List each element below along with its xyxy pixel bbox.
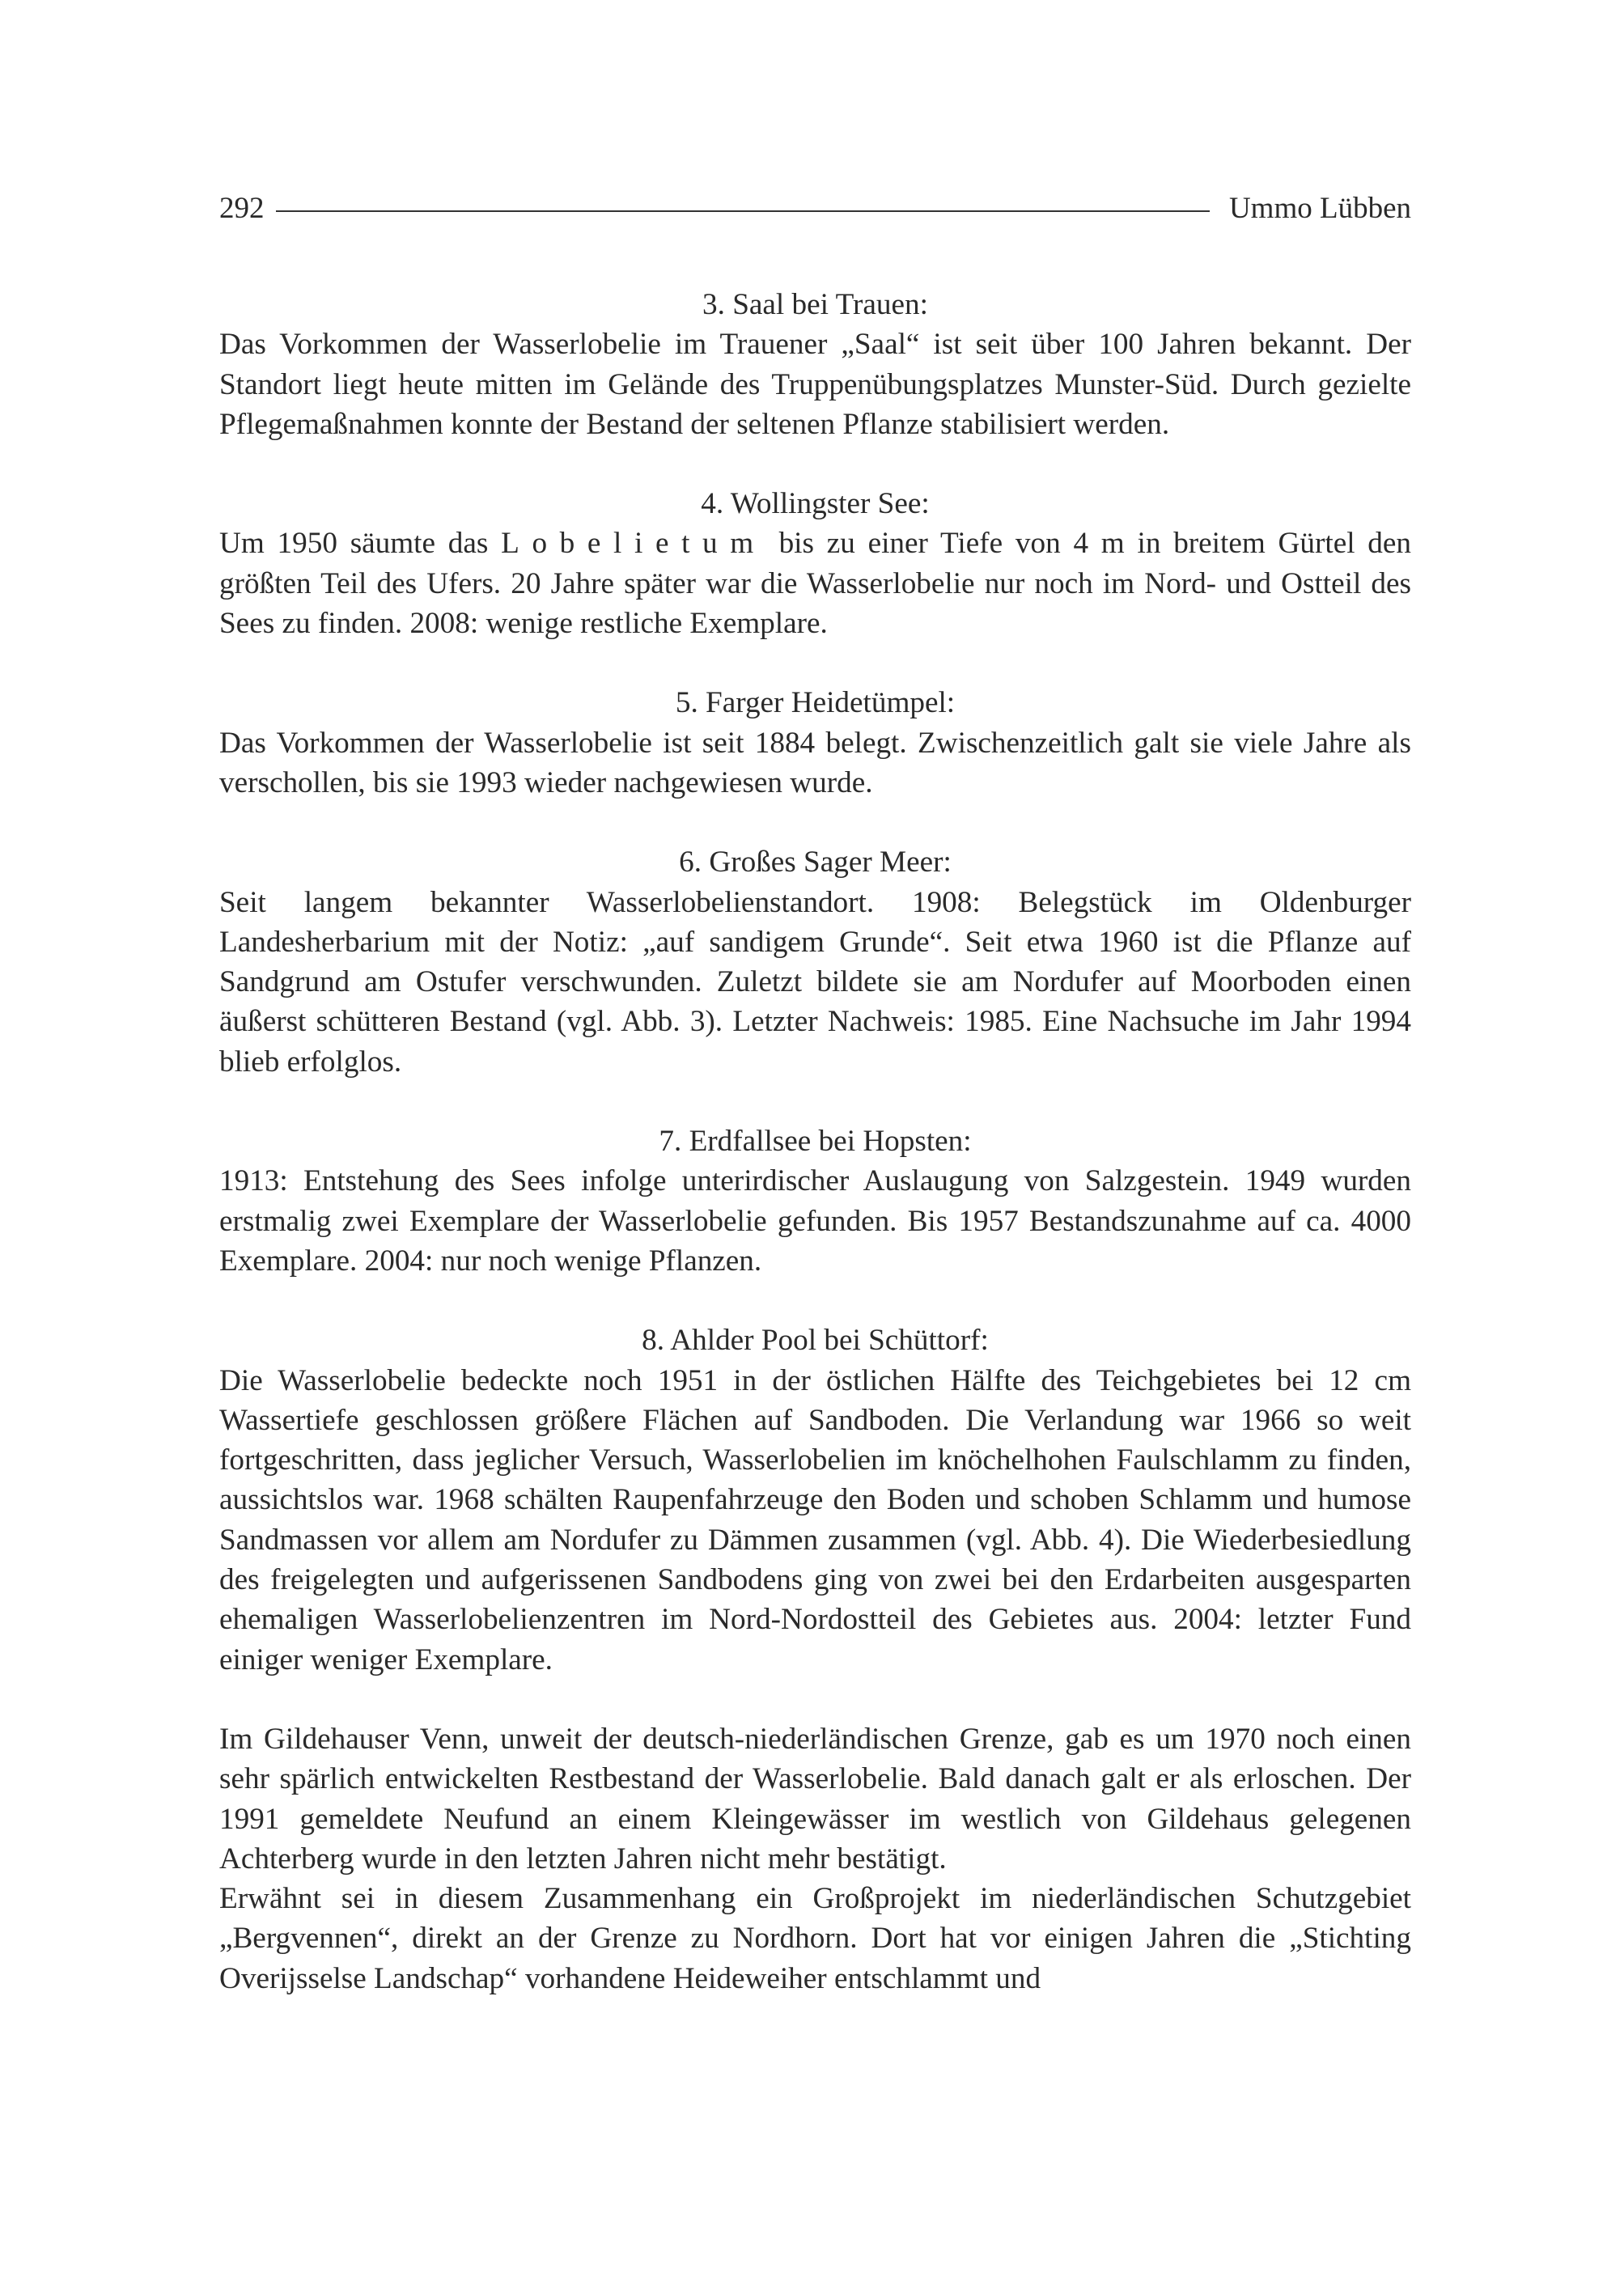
paragraph: Erwähnt sei in diesem Zusammenhang ein Großprojekt im niederländischen Schutzgebiet „Bergvennen“, direkt an der Grenze zu Nordhorn. Dort hat vor einigen Jahren die „Stichting Overijsselse Landschap“ vorhandene Heideweiher entschlammt und [219,1882,1411,1995]
section-heading: 4. Wollingster See: [701,487,930,521]
running-author: Ummo Lübben [1228,191,1411,225]
section-farger-heidetuempel [219,683,1411,803]
section-text: Die Wasserlobelie bedeckte noch 1951 in der östlichen Hälfte des Teichgebietes bei 12 cm Wassertiefe geschlossen größere Flächen auf Sandboden. Die Verlandung war 1966 so weit fortgeschritten, dass jeglicher Versuch, Wasserlobelien im knöchelhohen Faulschlamm zu finden, aussichtslos war. 1968 schälten Raupenfahrzeuge den Boden und schoben Schlamm und humose Sandmassen vor allem am Nordufer zu Dämmen zusammen (vgl. Abb. 4). Die Wiederbesiedlung des freigelegten und aufgerissenen Sandbodens ging von zwei bei den Erdarbeiten ausgesparten ehemaligen Wasserlobelienzentren im Nord-Nordostteil des Gebietes aus. 2004: letzter Fund einiger weniger Exemplare. [219,1363,1411,1676]
page-number: 292 [219,191,265,225]
section-grosses-sager-meer [219,842,1411,1082]
section-erdfallsee-bei-hopsten [219,1121,1411,1281]
section-heading: 3. Saal bei Trauen: [702,288,928,321]
section-text: Das Vorkommen der Wasserlobelie im Trauener „Saal“ ist seit über 100 Jahren bekannt. Der Standort liegt heute mitten im Gelände des Truppenübungsplatzes Munster-Süd. Durch gezielte Pflegemaßnahmen konnte der Bestand der seltenen Pflanze stabilisiert werden. [219,328,1411,441]
section-text [219,523,1411,643]
section-text: Das Vorkommen der Wasserlobelie ist seit 1884 belegt. Zwischenzeitlich galt sie viele Jahre als verschollen, bis sie 1993 wieder nachgewiesen wurde. [219,726,1411,799]
page-body [219,285,1411,1998]
section-text: 1913: Entstehung des Sees infolge unterirdischer Auslaugung von Salzgestein. 1949 wurden erstmalig zwei Exemplare der Wasserlobelie gefunden. Bis 1957 Bestandszunahme auf ca. 4000 Exemplare. 2004: nur noch wenige Pflanzen. [219,1164,1411,1278]
section-saal-bei-trauen [219,285,1411,444]
paragraph-gap [219,1680,1411,1719]
section-text-end: bis zu einer Tiefe von 4 m in breitem Gürtel den größten Teil des Ufers. 20 Jahre später war die Wasserlobelie nur noch im Nord- und Ostteil des Sees zu finden. 2008: wenige restliche Exemplare. [219,527,1411,641]
section-text: Seit langem bekannter Wasserlobelienstandort. 1908: Belegstück im Oldenburger Landesherbarium mit der Notiz: „auf sandigem Grunde“. Seit etwa 1960 ist die Pflanze auf Sandgrund am Ostufer verschwunden. Zuletzt bildete sie am Nordufer auf Moorboden einen äußerst schütteren Bestand (vgl. Abb. 3). Letzter Nachweis: 1985. Eine Nachsuche im Jahr 1994 blieb erfolglos. [219,885,1411,1079]
section-wollingster-see [219,484,1411,643]
running-header [219,184,1411,231]
section-text-start: Um 1950 säumte das [219,527,502,561]
section-heading: 6. Großes Sager Meer: [679,846,952,879]
section-heading: 5. Farger Heidetümpel: [675,686,956,720]
section-ahlder-pool [219,1320,1411,1680]
paragraph: Im Gildehauser Venn, unweit der deutsch-niederländischen Grenze, gab es um 1970 noch einen sehr spärlich entwickelten Restbestand der Wasserlobelie. Bald danach galt er als erloschen. Der 1991 gemeldete Neufund an einem Kleingewässer im westlich von Gildehaus gelegenen Achterberg wurde in den letzten Jahren nicht mehr bestätigt. [219,1722,1411,1876]
section-heading: 7. Erdfallsee bei Hopsten: [659,1125,972,1159]
section-heading: 8. Ahlder Pool bei Schüttorf: [642,1324,989,1358]
header-rule [276,210,1210,212]
spaced-term: Lobelietum [501,527,766,561]
